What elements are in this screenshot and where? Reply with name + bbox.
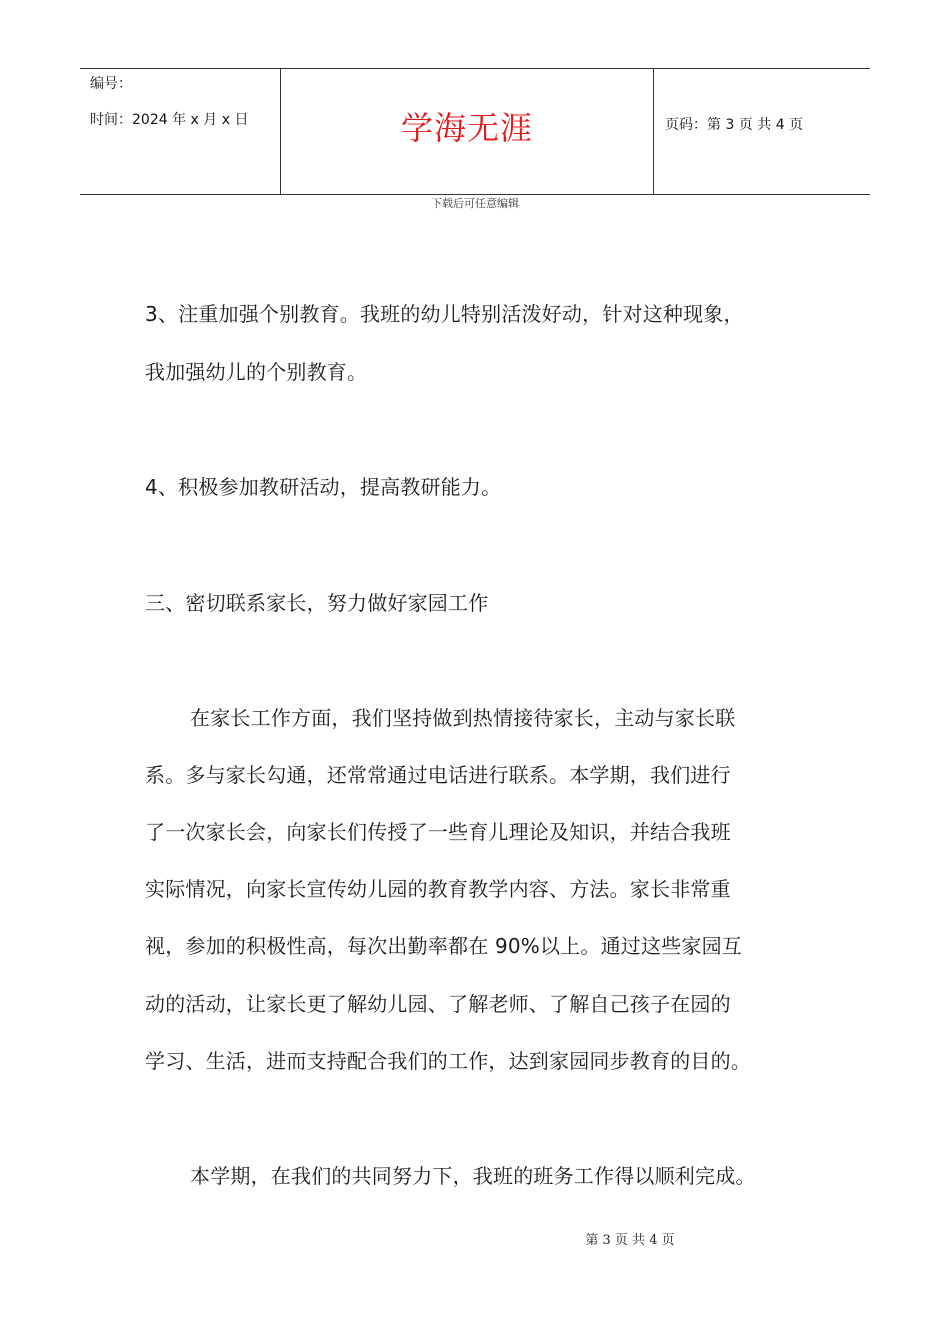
para-1-line-5: 视，参加的积极性高，每次出勤率都在 90%以上。通过这些家园互	[145, 934, 743, 958]
brand-title: 学海无涯	[400, 109, 533, 147]
header-page-cell	[655, 69, 870, 194]
header-info-cell	[80, 69, 281, 194]
para-1-line-3: 了一次家长会，向家长们传授了一些育儿理论及知识，并结合我班	[145, 820, 731, 844]
doc-number-label: 编号：	[90, 76, 132, 92]
page-footer: 第 3 页 共 4 页	[585, 1233, 675, 1248]
para-2: 本学期，在我们的共同努力下，我班的班务工作得以顺利完成。	[190, 1164, 756, 1188]
para-1-line-1: 在家长工作方面，我们坚持做到热情接待家长，主动与家长联	[190, 706, 736, 730]
document-header	[80, 68, 870, 195]
item-3-line-2: 我加强幼儿的个别教育。	[145, 360, 368, 384]
section-3-title: 三、密切联系家长，努力做好家园工作	[145, 591, 489, 615]
page-number-label: 页码：第 3 页 共 4 页	[665, 117, 804, 133]
para-1-line-7: 学习、生活，进而支持配合我们的工作，达到家园同步教育的目的。	[145, 1049, 751, 1073]
para-1-line-4: 实际情况，向家长宣传幼儿园的教育教学内容、方法。家长非常重	[145, 877, 731, 901]
doc-date-label: 时间：2024 年 x 月 x 日	[90, 112, 249, 128]
para-1-line-2: 系。多与家长勾通，还常常通过电话进行联系。本学期，我们进行	[145, 763, 731, 787]
para-1-line-6: 动的活动，让家长更了解幼儿园、了解老师、了解自己孩子在园的	[145, 992, 731, 1016]
header-brand-cell	[281, 69, 654, 194]
item-4: 4、积极参加教研活动，提高教研能力。	[145, 475, 502, 499]
editable-note: 下载后可任意编辑	[431, 197, 519, 210]
item-3-line-1: 3、注重加强个别教育。我班的幼儿特别活泼好动，针对这种现象，	[145, 302, 744, 326]
